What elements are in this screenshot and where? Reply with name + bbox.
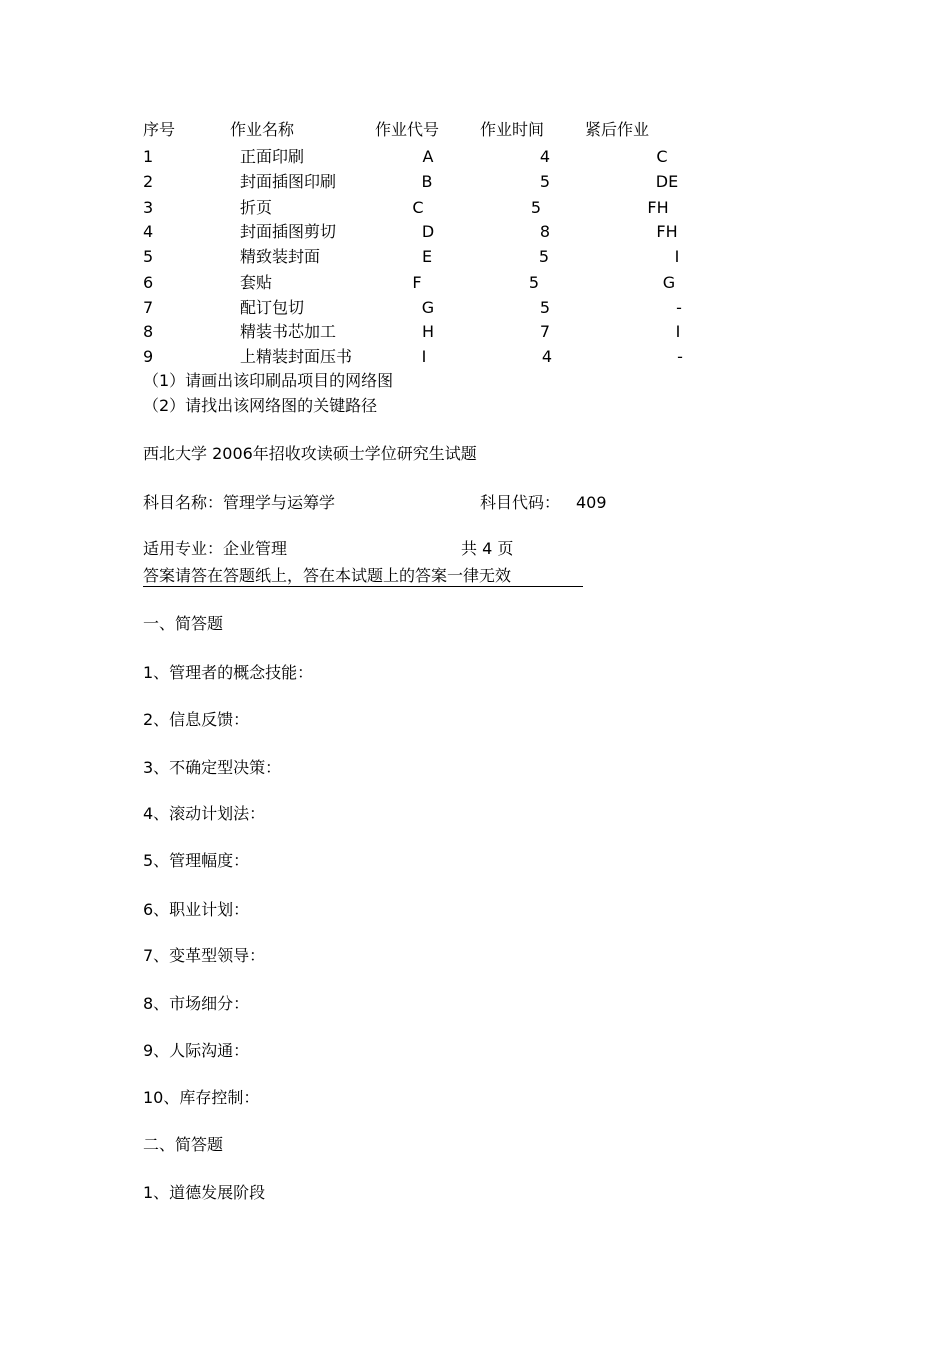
- cell-time: 8: [539, 222, 551, 241]
- question-item: 1、管理者的概念技能：: [143, 663, 314, 682]
- cell-time: 5: [530, 198, 542, 217]
- cell-name: 精装书芯加工: [240, 322, 337, 341]
- header-code: 作业代号: [375, 120, 440, 139]
- cell-name: 折页: [240, 198, 273, 217]
- cell-time: 5: [539, 172, 551, 191]
- cell-successor: -: [677, 347, 683, 366]
- cell-name: 套贴: [240, 273, 273, 292]
- cell-index: 1: [143, 147, 154, 166]
- cell-time: 7: [539, 322, 551, 341]
- question-item: 5、管理幅度：: [143, 851, 250, 870]
- subject-name: 科目名称：管理学与运筹学: [143, 493, 336, 512]
- cell-code: B: [421, 172, 433, 191]
- cell-index: 9: [143, 347, 154, 366]
- cell-time: 5: [539, 298, 551, 317]
- cell-code: F: [412, 273, 422, 292]
- cell-code: C: [412, 198, 424, 217]
- cell-code: D: [421, 222, 435, 241]
- cell-index: 4: [143, 222, 154, 241]
- cell-index: 2: [143, 172, 154, 191]
- question-item: 2、信息反馈：: [143, 710, 250, 729]
- question-critical-path: （2）请找出该网络图的关键路径: [143, 396, 378, 415]
- cell-code: H: [421, 322, 435, 341]
- subject-code-value: 409: [576, 493, 607, 512]
- cell-successor: I: [675, 322, 681, 341]
- question-item: 1、道德发展阶段: [143, 1183, 266, 1202]
- cell-code: I: [421, 347, 427, 366]
- page-count: 共 4 页: [461, 539, 514, 558]
- cell-name: 配订包切: [240, 298, 305, 317]
- header-time: 作业时间: [480, 120, 545, 139]
- cell-code: E: [421, 247, 433, 266]
- cell-time: 5: [538, 247, 550, 266]
- cell-successor: DE: [655, 172, 679, 191]
- cell-name: 封面插图剪切: [240, 222, 337, 241]
- cell-successor: G: [662, 273, 676, 292]
- cell-name: 上精装封面压书: [240, 347, 353, 366]
- cell-index: 5: [143, 247, 154, 266]
- question-item: 8、市场细分：: [143, 994, 250, 1013]
- question-item: 10、库存控制：: [143, 1088, 260, 1107]
- cell-name: 正面印刷: [240, 147, 305, 166]
- header-successor: 紧后作业: [585, 120, 650, 139]
- cell-index: 6: [143, 273, 154, 292]
- exam-title: 西北大学 2006年招收攻读硕士学位研究生试题: [143, 444, 477, 463]
- question-item: 4、滚动计划法：: [143, 804, 266, 823]
- subject-code-label: 科目代码：: [480, 493, 561, 512]
- section-two-title: 二、简答题: [143, 1135, 224, 1154]
- cell-name: 精致装封面: [240, 247, 321, 266]
- question-item: 7、变革型领导：: [143, 946, 266, 965]
- major: 适用专业：企业管理: [143, 539, 288, 558]
- cell-successor: FH: [647, 198, 669, 217]
- cell-successor: FH: [656, 222, 678, 241]
- cell-code: A: [422, 147, 434, 166]
- cell-index: 3: [143, 198, 154, 217]
- cell-successor: I: [674, 247, 680, 266]
- header-index: 序号: [143, 120, 176, 139]
- question-item: 3、不确定型决策：: [143, 758, 282, 777]
- cell-successor: C: [656, 147, 668, 166]
- question-network-diagram: （1）请画出该印刷品项目的网络图: [143, 371, 394, 390]
- cell-name: 封面插图印刷: [240, 172, 337, 191]
- cell-time: 4: [539, 147, 551, 166]
- cell-time: 4: [541, 347, 553, 366]
- cell-time: 5: [528, 273, 540, 292]
- cell-successor: -: [676, 298, 682, 317]
- notice-underline: [143, 586, 583, 587]
- question-item: 9、人际沟通：: [143, 1041, 250, 1060]
- question-item: 6、职业计划：: [143, 900, 250, 919]
- cell-index: 7: [143, 298, 154, 317]
- section-one-title: 一、简答题: [143, 614, 224, 633]
- header-name: 作业名称: [230, 120, 295, 139]
- answer-notice: 答案请答在答题纸上，答在本试题上的答案一律无效: [143, 566, 512, 585]
- cell-code: G: [421, 298, 435, 317]
- cell-index: 8: [143, 322, 154, 341]
